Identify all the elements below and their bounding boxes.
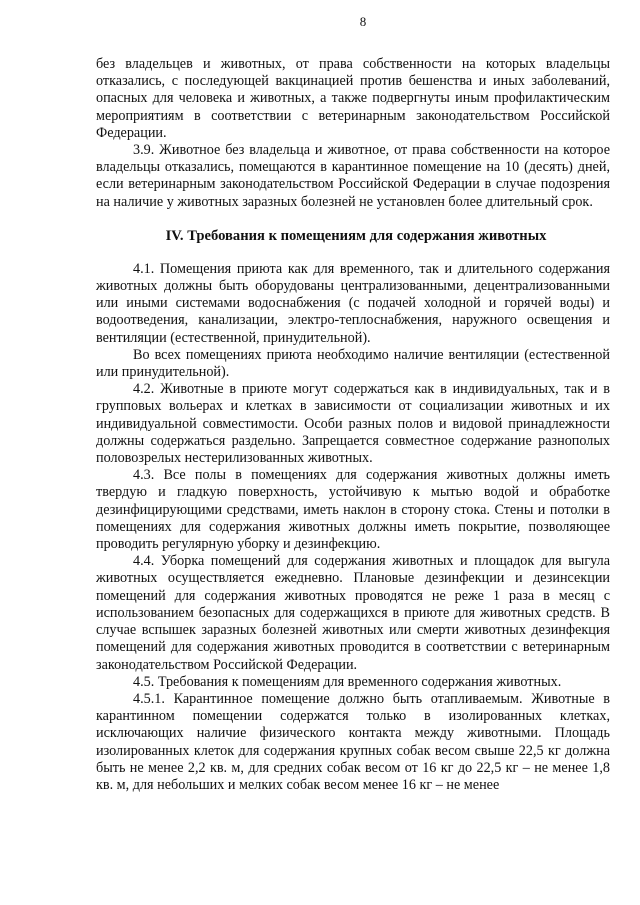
paragraph-4-5: 4.5. Требования к помещениям для временного содержания животных.: [133, 673, 562, 690]
page-number: 8: [359, 14, 367, 29]
paragraph-4-5-1: 4.5.1. Карантинное помещение должно быть отапливаемым. Животные в карантинном помещении содержатся только в изолированных клетках, исключающих наличие физического контакта между животными. Площадь изолированных клеток для содержания крупных собак весом свыше 22,5 кг должна быть не менее 2,2 кв. м, для средних собак весом от 16 кг до 22,5 кг – не менее 1,8 кв. м, для небольших и мелких собак весом менее 16 кг – не менее: [96, 690, 610, 793]
paragraph-4-4: 4.4. Уборка помещений для содержания животных и площадок для выгула животных осуществляется ежедневно. Плановые дезинфекции и дезинсекции помещений для содержания животных проводятся не реже 1 раза в месяц с использованием безопасных для содержащихся в приюте для животных средств. В случае вспышек заразных болезней животных или смерти животных дезинфекция помещений для содержания животных проводится в соответствии с ветеринарным законодательством Российской Федерации.: [96, 553, 610, 673]
paragraph-3-9: 3.9. Животное без владельца и животное, от права собственности на которое владельцы отказались, помещаются в карантинное помещение на 10 (десять) дней, если ветеринарным законодательством Российской Федерации в случае подозрения на наличие у животных заразных болезней не установлен более длительный срок.: [96, 142, 610, 210]
paragraph-4-1: 4.1. Помещения приюта как для временного, так и длительного содержания животных должны быть оборудованы централизованными, децентрализованными или иными системами водоснабжения (с подачей холодной и горячей воды) и водоотведения, канализации, электро-теплоснабжения, наружного освещения и вентиляции (естественной, принудительной).: [96, 260, 610, 346]
paragraph-4-2: 4.2. Животные в приюте могут содержаться как в индивидуальных, так и в групповых вольерах и клетках в зависимости от социализации животных и их индивидуальной совместимости. Особи разных полов и видовой принадлежности должны содержаться раздельно. Запрещается совместное содержание разнополых половозрелых нестерилизованных животных.: [96, 381, 610, 467]
section-heading: IV. Требования к помещениям для содержания животных: [165, 227, 547, 244]
paragraph-continuation: без владельцев и животных, от права собственности на которых владельцы отказались, с последующей вакцинацией против бешенства и иных заболеваний, опасных для человека и животных, а также подвергнуты иным профилактическим мероприятиям в соответствии с ветеринарным законодательством Российской Федерации.: [96, 56, 610, 141]
paragraph-4-3: 4.3. Все полы в помещениях для содержания животных должны иметь твердую и гладкую поверхность, устойчивую к мытью водой и обработке дезинфицирующими средствами, иметь наклон в сторону стока. Стены и потолки в помещениях для содержания животных должны иметь покрытие, позволяющее проводить регулярную уборку и дезинфекцию.: [96, 467, 610, 553]
paragraph-ventilation: Во всех помещениях приюта необходимо наличие вентиляции (естественной или принудительной).: [96, 346, 610, 381]
